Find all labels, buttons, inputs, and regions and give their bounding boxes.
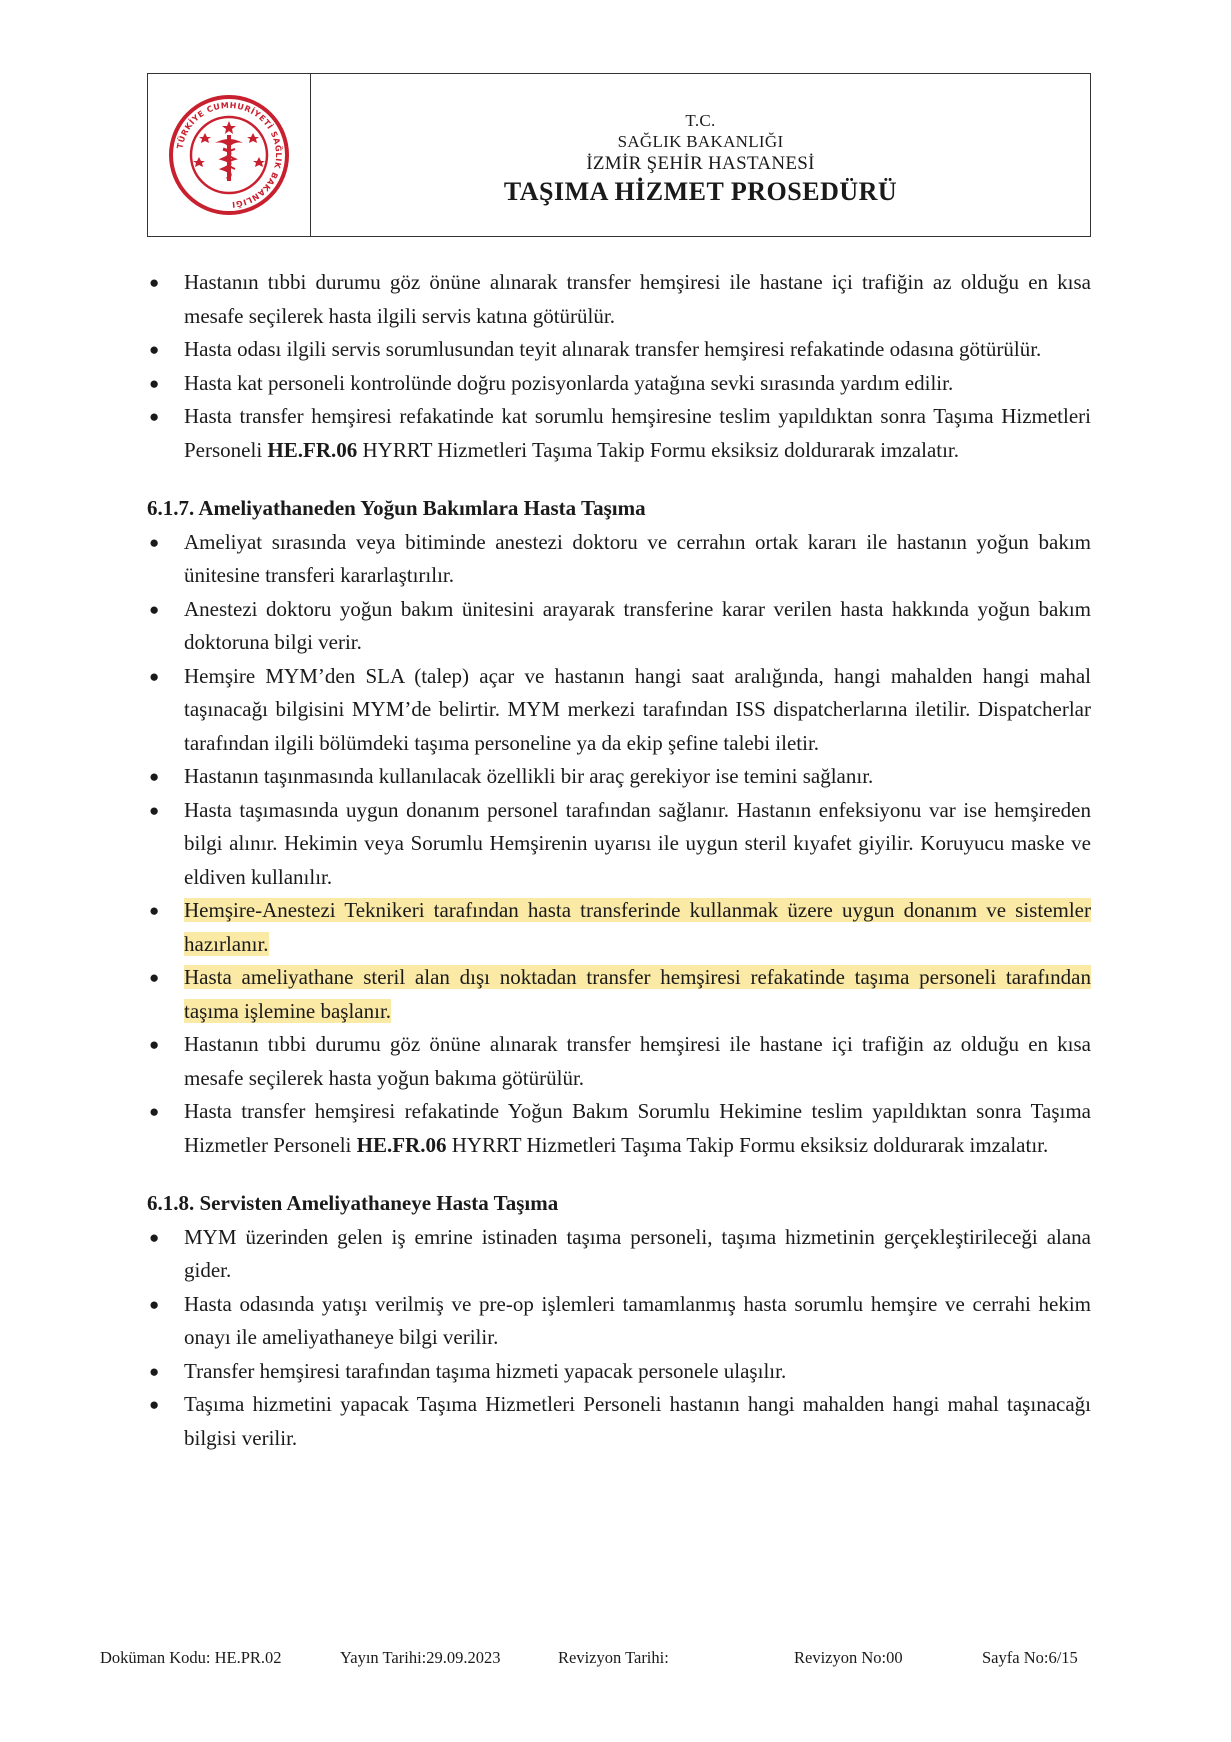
bullet-icon: ● [149,767,160,786]
bullet-icon: ● [149,1361,160,1381]
list-item: ● Hasta odasında yatışı verilmiş ve pre-op işlemleri tamamlanmış hasta sorumlu hemşire ve cerrahi hekim onayı ile ameliyathaneye bilgi verilir. [147,1288,1091,1355]
list-item: ● Hasta transfer hemşiresi refakatinde kat sorumlu hemşiresine teslim yapıldıktan sonra Taşıma Hizmetleri Personeli HE.FR.06 HYRRT Hizmetleri Taşıma Takip Formu eksiksiz doldurarak imzalatır. [147,400,1091,467]
header-ministry: SAĞLIK BAKANLIĞI [617,131,784,151]
bullet-list-intro [147,266,1091,467]
footer-doc-code: Doküman Kodu: HE.PR.02 [100,1648,282,1667]
bullet-icon: ● [149,1227,160,1247]
document-header [147,73,1091,237]
footer-page-no: Sayfa No:6/15 [982,1648,1078,1667]
bullet-list-section-2 [147,1221,1091,1456]
bullet-list-section-1 [147,526,1091,1163]
footer-revision-date: Revizyon Tarihi: [558,1648,669,1667]
ministry-logo-icon [165,91,293,219]
list-item: ● Hasta kat personeli kontrolünde doğru pozisyonlarda yatağına sevki sırasında yardım edilir. [147,367,1091,401]
list-item: ● Hasta odası ilgili servis sorumlusundan teyit alınarak transfer hemşiresi refakatinde odasına götürülür. [147,333,1091,367]
list-item: ● Taşıma hizmetini yapacak Taşıma Hizmetleri Personeli hastanın hangi mahalden hangi mahal taşınacağı bilgisi verilir. [147,1388,1091,1455]
bullet-icon: ● [149,666,160,686]
bullet-icon: ● [149,340,160,359]
list-item: ● Hasta taşımasında uygun donanım personel tarafından sağlanır. Hastanın enfeksiyonu var ise hemşireden bilgi alınır. Hekimin veya Sorumlu Hemşirenin uyarısı ile uygun steril kıyafet giyilir. Koruyucu maske ve eldiven kullanılır. [147,794,1091,895]
header-tc: T.C. [685,110,716,130]
logo-cell [148,74,311,236]
bullet-icon: ● [149,1035,160,1054]
list-item: ● Hasta transfer hemşiresi refakatinde Yoğun Bakım Sorumlu Hekimine teslim yapıldıktan sonra Taşıma Hizmetler Personeli HE.FR.06 HYRRT Hizmetleri Taşıma Takip Formu eksiksiz doldurarak imzalatır. [147,1095,1091,1162]
bullet-icon: ● [149,800,160,820]
bullet-icon: ● [149,1395,160,1414]
title-cell [311,74,1090,236]
header-hospital: İZMİR ŞEHİR HASTANESİ [586,152,815,174]
list-item: ● Hemşire MYM’den SLA (talep) açar ve hastanın hangi saat aralığında, hangi mahalden hangi mahal taşınacağı bilgisini MYM’de belirtir. MYM merkezi tarafından ISS dispatcherlarına iletilir. Dispatcherlar tarafından ilgili bölümdeki taşıma personeline ya da ekip şefine talebi iletir. [147,660,1091,761]
list-item: ● Anestezi doktoru yoğun bakım ünitesini arayarak transferine karar verilen hasta hakkında yoğun bakım doktoruna bilgi verir. [147,593,1091,660]
footer-publish-date: Yayın Tarihi:29.09.2023 [340,1648,501,1667]
list-item: ● Hastanın tıbbi durumu göz önüne alınarak transfer hemşiresi ile hastane içi trafiğin az olduğu en kısa mesafe seçilerek hasta ilgili servis katına götürülür. [147,266,1091,333]
footer-revision-no: Revizyon No:00 [794,1648,903,1667]
logo-ring-text: TÜRKİYE CUMHURİYETİ SAĞLIK BAKANLIĞI [175,100,284,209]
bullet-icon: ● [149,1102,160,1121]
list-item: ● Transfer hemşiresi tarafından taşıma hizmeti yapacak personele ulaşılır. [147,1355,1091,1389]
bullet-icon: ● [149,901,160,920]
list-item: ● Hastanın tıbbi durumu göz önüne alınarak transfer hemşiresi ile hastane içi trafiğin az olduğu en kısa mesafe seçilerek hasta yoğun bakıma götürülür. [147,1028,1091,1095]
section-heading: 6.1.7. Ameliyathaneden Yoğun Bakımlara Hasta Taşıma [147,496,646,520]
list-item: ● Ameliyat sırasında veya bitiminde anestezi doktoru ve cerrahın ortak kararı ile hastanın yoğun bakım ünitesine transferi kararlaştırılır. [147,526,1091,593]
document-body [147,266,1091,1455]
list-item-highlighted: ● Hasta ameliyathane steril alan dışı noktadan transfer hemşiresi refakatinde taşıma personeli tarafından taşıma işlemine başlanır. [147,961,1091,1028]
bullet-icon: ● [149,407,160,426]
bullet-icon: ● [149,273,160,292]
document-title: TAŞIMA HİZMET PROSEDÜRÜ [503,176,898,206]
list-item: ● MYM üzerinden gelen iş emrine istinaden taşıma personeli, taşıma hizmetinin gerçekleştirileceği alana gider. [147,1221,1091,1288]
bullet-icon: ● [149,968,160,987]
bullet-icon: ● [149,532,160,552]
list-item-highlighted: ● Hemşire-Anestezi Teknikeri tarafından hasta transferinde kullanmak üzere uygun donanım ve sistemler hazırlanır. [147,894,1091,961]
bullet-icon: ● [149,373,160,393]
bullet-icon: ● [149,1294,160,1314]
list-item: ● Hastanın taşınmasında kullanılacak özellikli bir araç gerekiyor ise temini sağlanır. [147,760,1091,794]
bullet-icon: ● [149,599,160,619]
section-heading: 6.1.8. Servisten Ameliyathaneye Hasta Taşıma [147,1191,559,1215]
